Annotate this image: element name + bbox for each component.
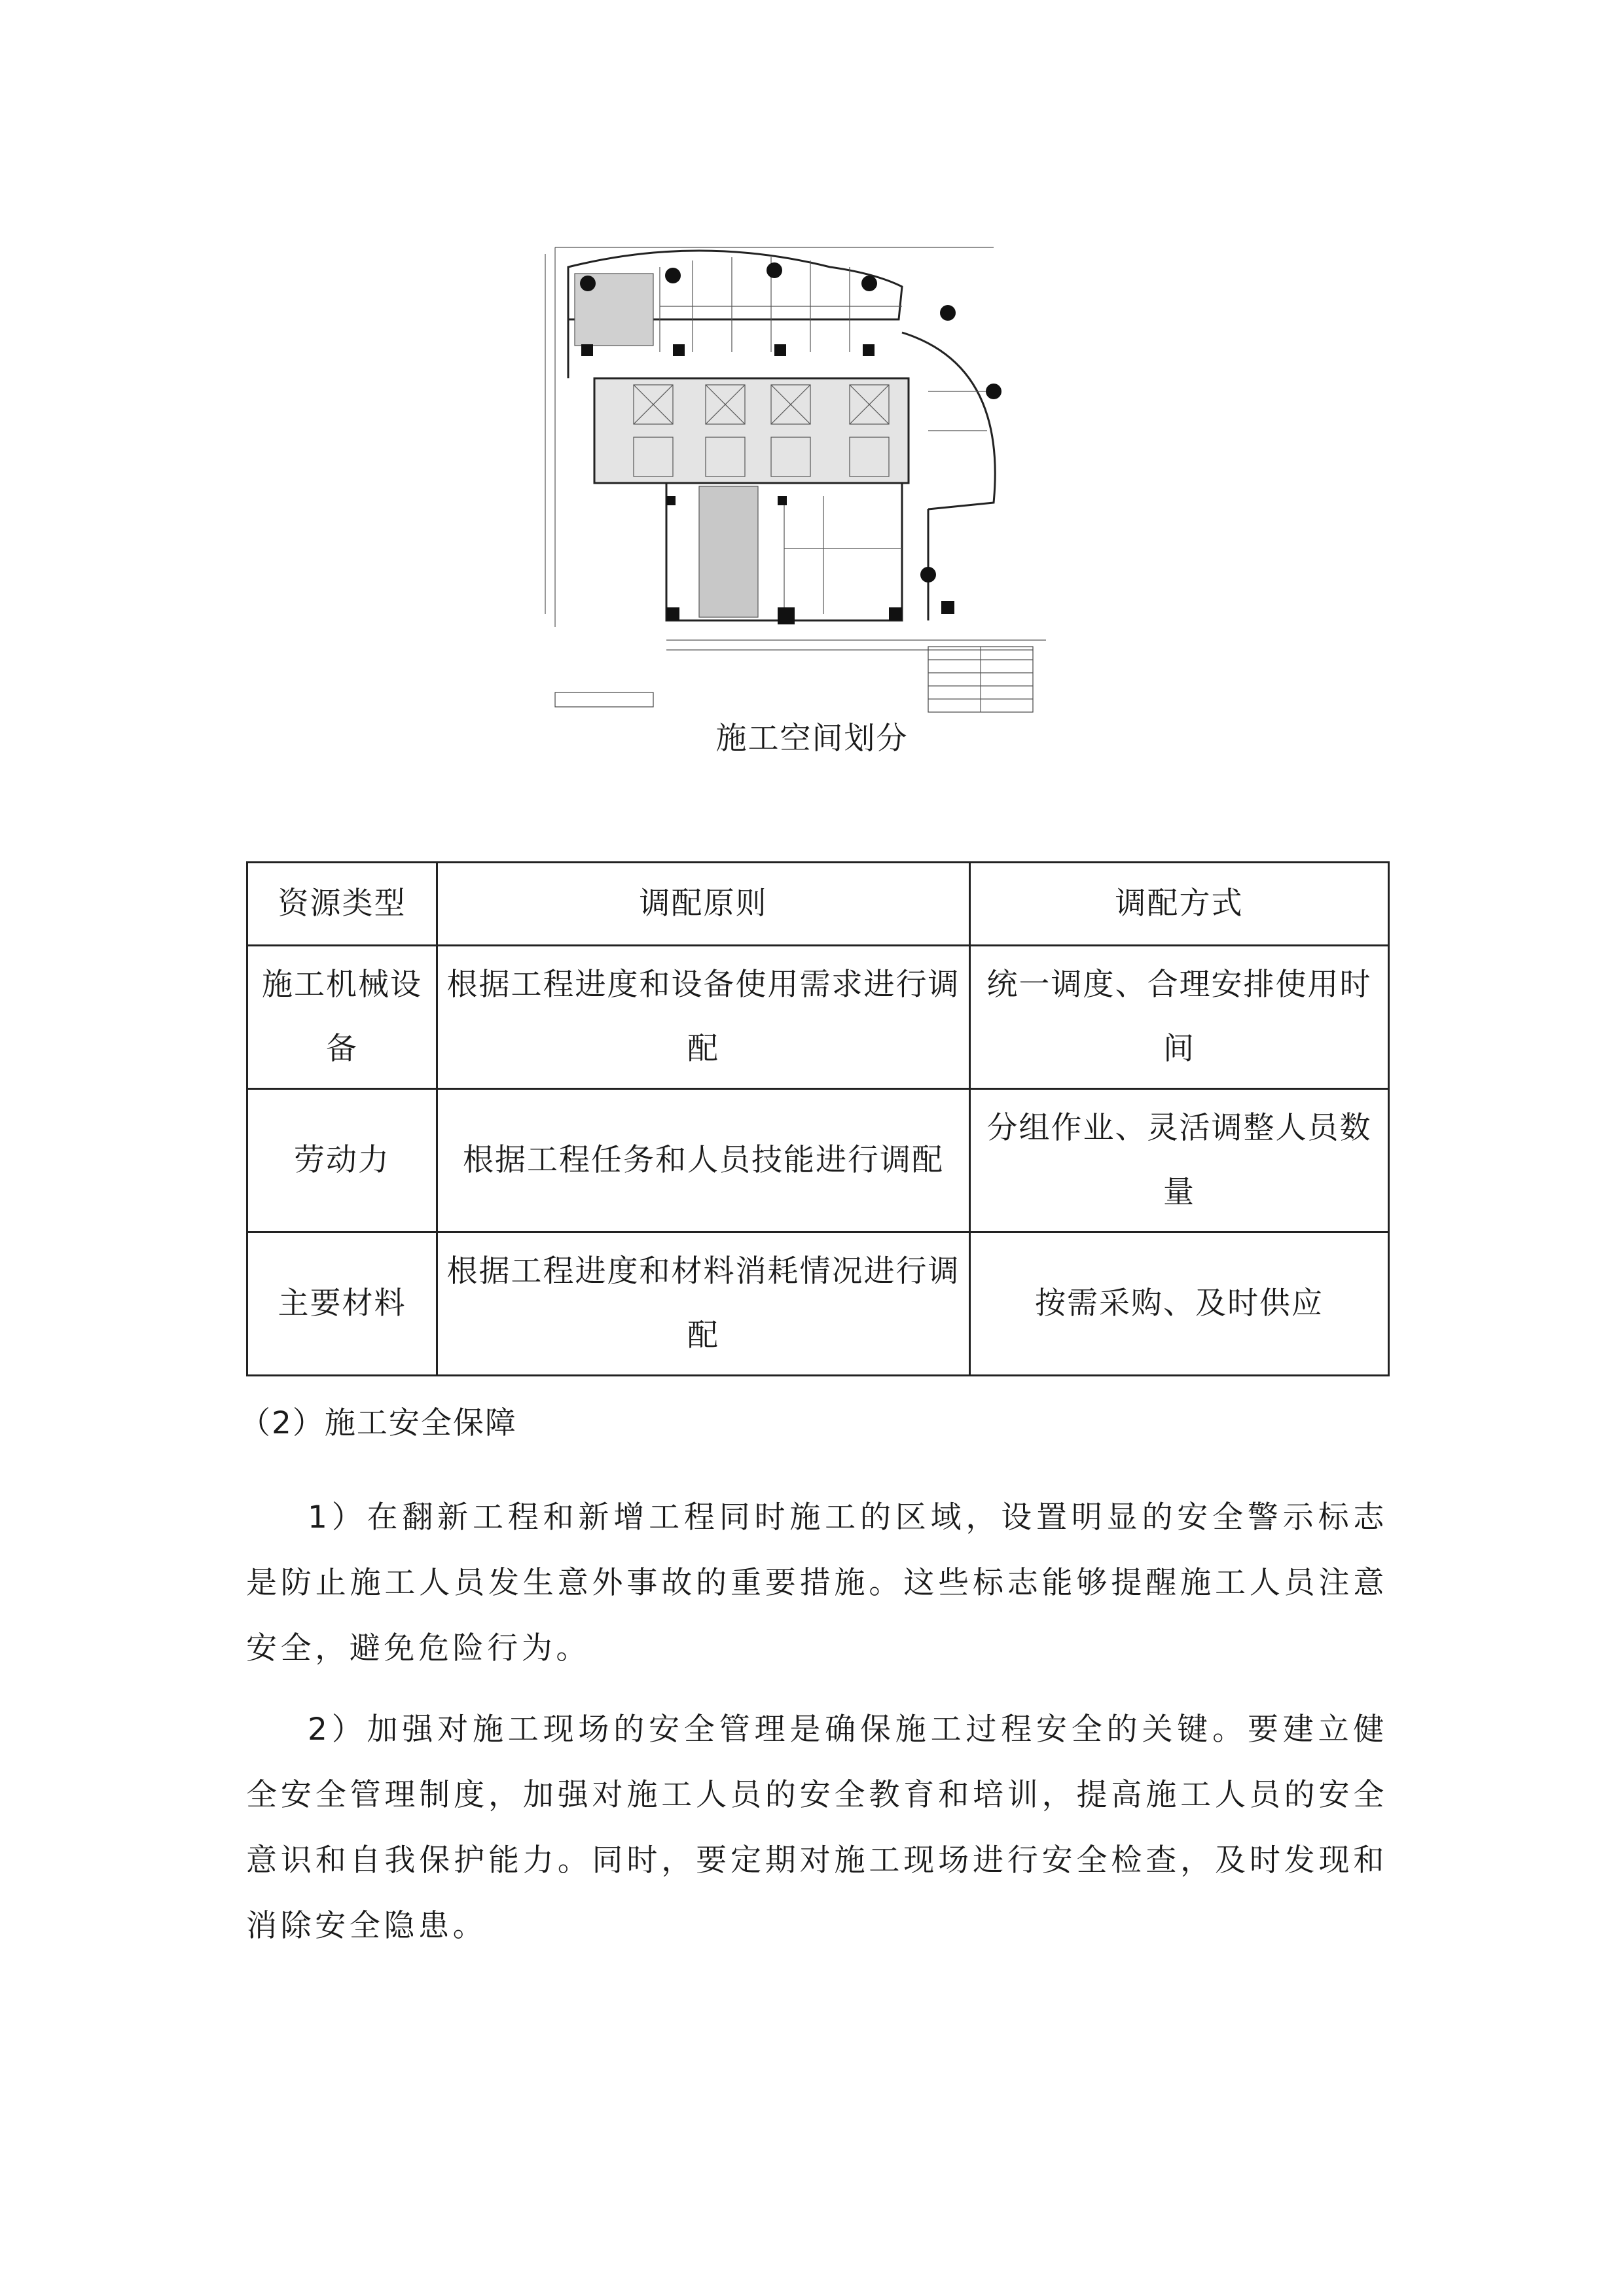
figure-caption: 施工空间划分 — [715, 721, 909, 757]
floor-plan-figure — [535, 195, 1085, 719]
resource-allocation-table — [246, 861, 1390, 1376]
table-cell: 按需采购、及时供应 — [970, 1232, 1389, 1376]
table-cell: 劳动力 — [247, 1089, 437, 1232]
table-row — [247, 946, 1389, 1089]
table-cell: 统一调度、合理安排使用时间 — [970, 946, 1389, 1089]
table-cell: 施工机械设备 — [247, 946, 437, 1089]
table-row — [247, 1232, 1389, 1376]
table-row — [247, 1089, 1389, 1232]
table-cell: 主要材料 — [247, 1232, 437, 1376]
table-header-cell: 资源类型 — [247, 863, 437, 946]
section-title: （2）施工安全保障 — [240, 1405, 517, 1441]
body-paragraph: 1）在翻新工程和新增工程同时施工的区域，设置明显的安全警示标志是防止施工人员发生意外事故的重要措施。这些标志能够提醒施工人员注意安全，避免危险行为。 — [246, 1499, 1388, 1666]
table-header-cell: 调配原则 — [437, 863, 970, 946]
table-cell: 根据工程任务和人员技能进行调配 — [437, 1089, 970, 1232]
table-cell: 分组作业、灵活调整人员数量 — [970, 1089, 1389, 1232]
table-header-row — [247, 863, 1389, 946]
table-cell: 根据工程进度和材料消耗情况进行调配 — [437, 1232, 970, 1376]
table-header-cell: 调配方式 — [970, 863, 1389, 946]
table-cell: 根据工程进度和设备使用需求进行调配 — [437, 946, 970, 1089]
floor-plan-icon — [535, 195, 1085, 719]
body-paragraph: 2）加强对施工现场的安全管理是确保施工过程安全的关键。要建立健全安全管理制度，加强对施工人员的安全教育和培训，提高施工人员的安全意识和自我保护能力。同时，要定期对施工现场进行安全检查，及时发现和消除安全隐患。 — [246, 1712, 1388, 1944]
